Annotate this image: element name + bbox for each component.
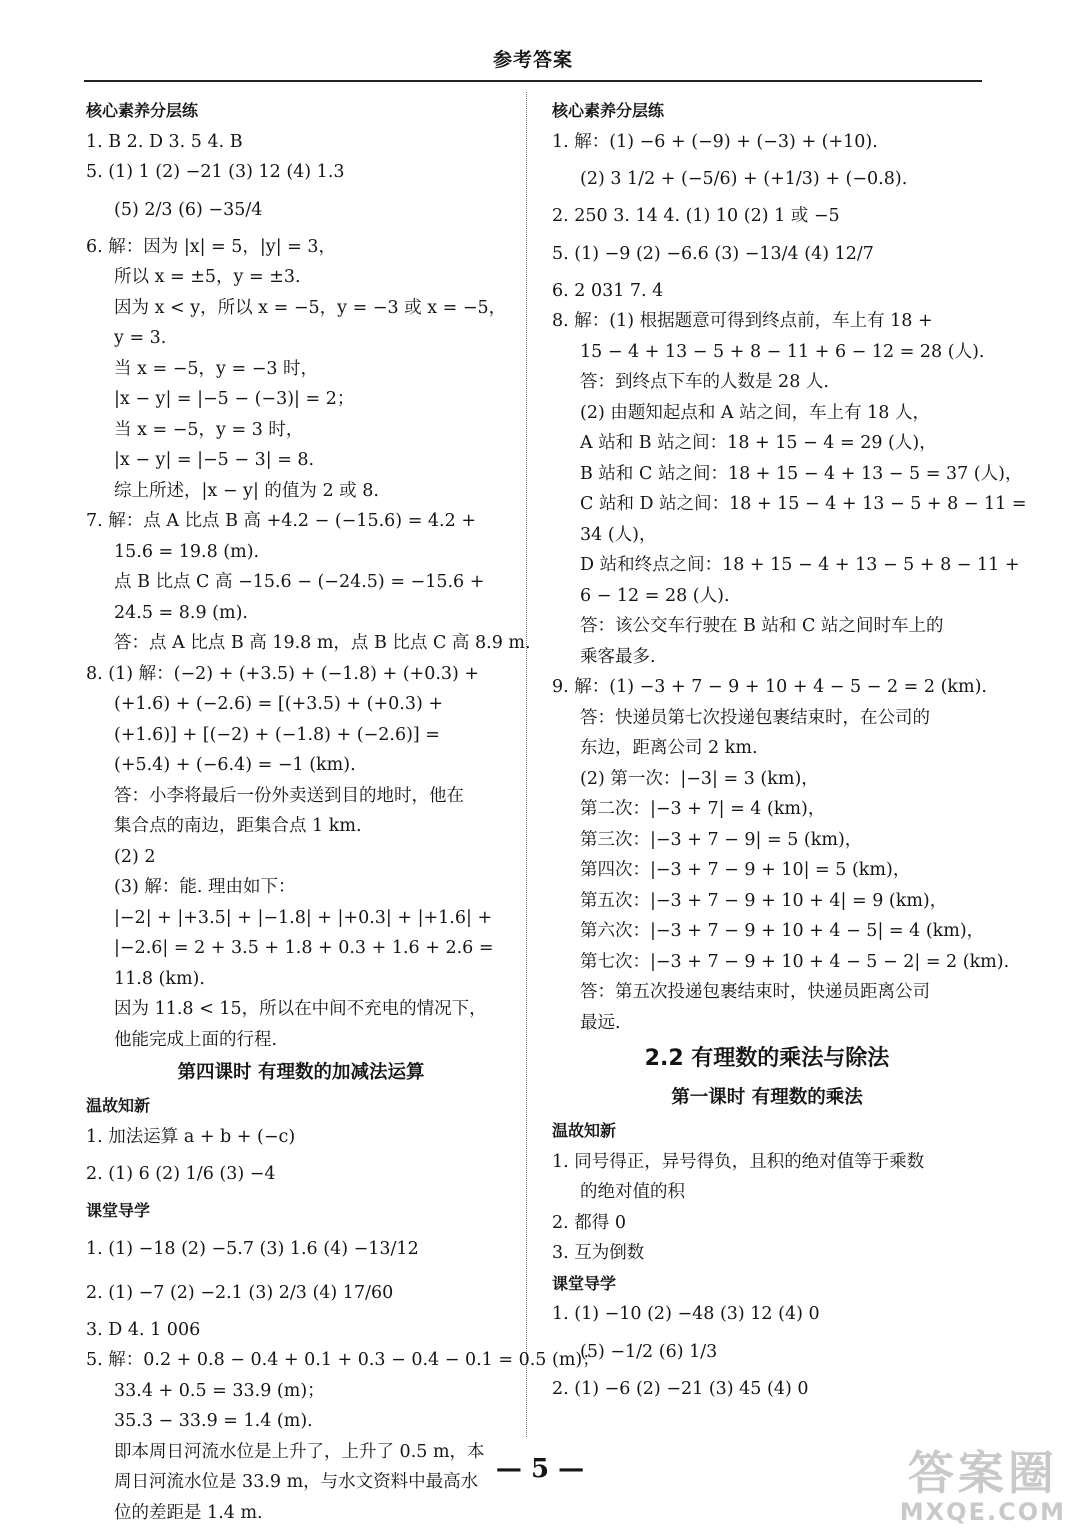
answer-line: 5. (1) 1 (2) −21 (3) 12 (4) 1.3: [86, 162, 345, 182]
answer-line: 5. (1) −9 (2) −6.6 (3) −13/4 (4) 12/7: [552, 243, 874, 264]
answer-line: 2. 250 3. 14 4. (1) 10 (2) 1 或 −5: [552, 206, 840, 226]
answer-line: 第三次：|−3 + 7 − 9| = 5 (km)，: [580, 829, 863, 850]
answer-line: 答：点 A 比点 B 高 19.8 m，点 B 比点 C 高 8.9 m.: [114, 633, 531, 653]
answer-line: |x − y| = |−5 − (−3)| = 2；: [114, 389, 355, 409]
answer-line: 8. (1) 解：(−2) + (+3.5) + (−1.8) + (+0.3) +: [86, 663, 480, 684]
answer-line: 5. 解：0.2 + 0.8 − 0.4 + 0.1 + 0.3 − 0.4 − 0.1 = 0.5 (m)；: [86, 1350, 600, 1370]
answer-line: 的绝对值的积: [580, 1182, 685, 1202]
answer-line: 2. 都得 0: [552, 1212, 626, 1233]
watermark-logo: [900, 1448, 1066, 1526]
answer-line: 第四次：|−3 + 7 − 9 + 10| = 5 (km)，: [580, 860, 911, 880]
answer-line: 2. (1) −7 (2) −2.1 (3) 2/3 (4) 17/60: [86, 1282, 394, 1303]
answer-line: 答：小李将最后一份外卖送到目的地时，他在: [114, 785, 464, 806]
answer-line: (+5.4) + (−6.4) = −1 (km).: [114, 755, 356, 775]
right-column: [552, 96, 1027, 1404]
subsection-heading: 核心素养分层练: [552, 101, 665, 120]
answer-line: (5) −1/2 (6) 1/3: [580, 1341, 718, 1362]
answer-line: 6. 解：因为 |x| = 5，|y| = 3，: [86, 236, 337, 257]
answer-line: (3) 解：能. 理由如下：: [114, 877, 296, 897]
answer-line: 3. D 4. 1 006: [86, 1319, 201, 1340]
answer-line: 位的差距是 1.4 m.: [114, 1502, 263, 1523]
answer-line: 1. 同号得正，异号得负，且积的绝对值等于乘数: [552, 1151, 925, 1172]
answer-line: (+1.6)] + [(−2) + (−1.8) + (−2.6)] =: [114, 724, 440, 745]
section-heading: 2.2 有理数的乘法与除法: [644, 1046, 890, 1071]
answer-line: 15 − 4 + 13 − 5 + 8 − 11 + 6 − 12 = 28 (人).: [580, 341, 985, 362]
page-header: [84, 42, 982, 82]
answer-line: 第二次：|−3 + 7| = 4 (km)，: [580, 799, 826, 819]
answer-line: 24.5 = 8.9 (m).: [114, 602, 248, 623]
answer-line: 当 x = −5，y = −3 时，: [114, 358, 319, 379]
answer-line: 因为 x < y，所以 x = −5，y = −3 或 x = −5，: [114, 297, 507, 318]
answer-line: (2) 第一次：|−3| = 3 (km)，: [580, 768, 819, 789]
answer-line: y = 3.: [114, 328, 167, 348]
answer-line: B 站和 C 站之间：18 + 15 − 4 + 13 − 5 = 37 (人)，: [580, 463, 1023, 484]
answer-line: A 站和 B 站之间：18 + 15 − 4 = 29 (人)，: [580, 433, 937, 453]
answer-line: 答：第五次投递包裹结束时，快递员距离公司: [580, 982, 930, 1002]
answer-line: C 站和 D 站之间：18 + 15 − 4 + 13 − 5 + 8 − 11 =: [580, 494, 1027, 514]
answer-line: 1. 解：(1) −6 + (−9) + (−3) + (+10).: [552, 131, 878, 152]
answer-line: 1. B 2. D 3. 5 4. B: [86, 131, 243, 152]
answer-line: 乘客最多.: [580, 646, 656, 667]
answer-line: 2. (1) 6 (2) 1/6 (3) −4: [86, 1164, 276, 1184]
answer-line: 第五次：|−3 + 7 − 9 + 10 + 4| = 9 (km)，: [580, 890, 948, 911]
answer-line: 答：快递员第七次投递包裹结束时，在公司的: [580, 707, 930, 728]
answer-line: |x − y| = |−5 − 3| = 8.: [114, 450, 315, 470]
answer-line: (2) 2: [114, 846, 156, 867]
answer-line: 所以 x = ±5，y = ±3.: [114, 267, 301, 287]
subsection-heading: 核心素养分层练: [86, 101, 199, 120]
answer-line: |−2| + |+3.5| + |−1.8| + |+0.3| + |+1.6| +: [114, 907, 493, 928]
answer-line: 33.4 + 0.5 = 33.9 (m)；: [114, 1380, 325, 1401]
answer-line: 因为 11.8 < 15，所以在中间不充电的情况下，: [114, 999, 487, 1019]
answer-line: 点 B 比点 C 高 −15.6 − (−24.5) = −15.6 +: [114, 572, 485, 592]
answer-line: 东边，距离公司 2 km.: [580, 738, 758, 758]
answer-line: 6. 2 031 7. 4: [552, 280, 664, 301]
page-number: — 5 —: [495, 1454, 585, 1484]
answer-line: (5) 2/3 (6) −35/4: [114, 199, 263, 220]
answer-line: D 站和终点之间：18 + 15 − 4 + 13 − 5 + 8 − 11 +: [580, 555, 1020, 575]
answer-line: 最远.: [580, 1012, 621, 1033]
subsection-heading: 课堂导学: [552, 1273, 617, 1293]
answer-line: 35.3 − 33.9 = 1.4 (m).: [114, 1411, 313, 1431]
answer-line: 8. 解：(1) 根据题意可得到终点前，车上有 18 +: [552, 311, 933, 331]
answer-line: 综上所述，|x − y| 的值为 2 或 8.: [114, 480, 379, 501]
answer-line: (2) 由题知起点和 A 站之间，车上有 18 人，: [580, 402, 931, 423]
answer-line: 6 − 12 = 28 (人).: [580, 585, 730, 606]
answer-line: (+1.6) + (−2.6) = [(+3.5) + (+0.3) +: [114, 694, 444, 714]
subsection-heading: 课堂导学: [86, 1201, 151, 1220]
watermark-top: 答案圈: [907, 1446, 1058, 1500]
answer-line: 周日河流水位是 33.9 m，与水文资料中最高水: [114, 1472, 479, 1492]
section-heading: 第四课时 有理数的加减法运算: [177, 1062, 425, 1083]
answer-line: 第六次：|−3 + 7 − 9 + 10 + 4 − 5| = 4 (km)，: [580, 921, 985, 941]
answer-line: 15.6 = 19.8 (m).: [114, 541, 260, 562]
answer-line: (2) 3 1/2 + (−5/6) + (+1/3) + (−0.8).: [580, 169, 908, 189]
section-heading: 第一课时 有理数的乘法: [671, 1087, 863, 1108]
answer-line: 1. 加法运算 a + b + (−c): [86, 1126, 296, 1147]
answer-line: 第七次：|−3 + 7 − 9 + 10 + 4 − 5 − 2| = 2 (km).: [580, 951, 1010, 972]
watermark-bottom: MXQE.COM: [899, 1498, 1066, 1526]
answer-line: 答：该公交车行驶在 B 站和 C 站之间时车上的: [580, 616, 944, 636]
subsection-heading: 温故知新: [86, 1096, 151, 1115]
answer-line: 11.8 (km).: [114, 968, 205, 989]
answer-line: 即本周日河流水位是上升了，上升了 0.5 m，本: [114, 1441, 485, 1462]
answer-line: 当 x = −5，y = 3 时，: [114, 419, 304, 440]
answer-line: 7. 解：点 A 比点 B 高 +4.2 − (−15.6) = 4.2 +: [86, 511, 476, 531]
answer-line: 答：到终点下车的人数是 28 人.: [580, 372, 829, 392]
answer-line: 他能完成上面的行程.: [114, 1029, 278, 1050]
answer-line: 3. 互为倒数: [552, 1243, 645, 1263]
answer-line: |−2.6| = 2 + 3.5 + 1.8 + 0.3 + 1.6 + 2.6 =: [114, 938, 494, 958]
answer-line: 9. 解：(1) −3 + 7 − 9 + 10 + 4 − 5 − 2 = 2 (km).: [552, 677, 987, 697]
answer-line: 集合点的南边，距集合点 1 km.: [114, 816, 362, 836]
header-title: 参考答案: [492, 49, 573, 71]
column-divider: [526, 92, 527, 1437]
answer-line: 34 (人)，: [580, 524, 657, 545]
subsection-heading: 温故知新: [552, 1121, 617, 1140]
answer-line: 2. (1) −6 (2) −21 (3) 45 (4) 0: [552, 1378, 809, 1399]
answer-line: 1. (1) −18 (2) −5.7 (3) 1.6 (4) −13/12: [86, 1238, 419, 1259]
answer-line: 1. (1) −10 (2) −48 (3) 12 (4) 0: [552, 1304, 820, 1324]
